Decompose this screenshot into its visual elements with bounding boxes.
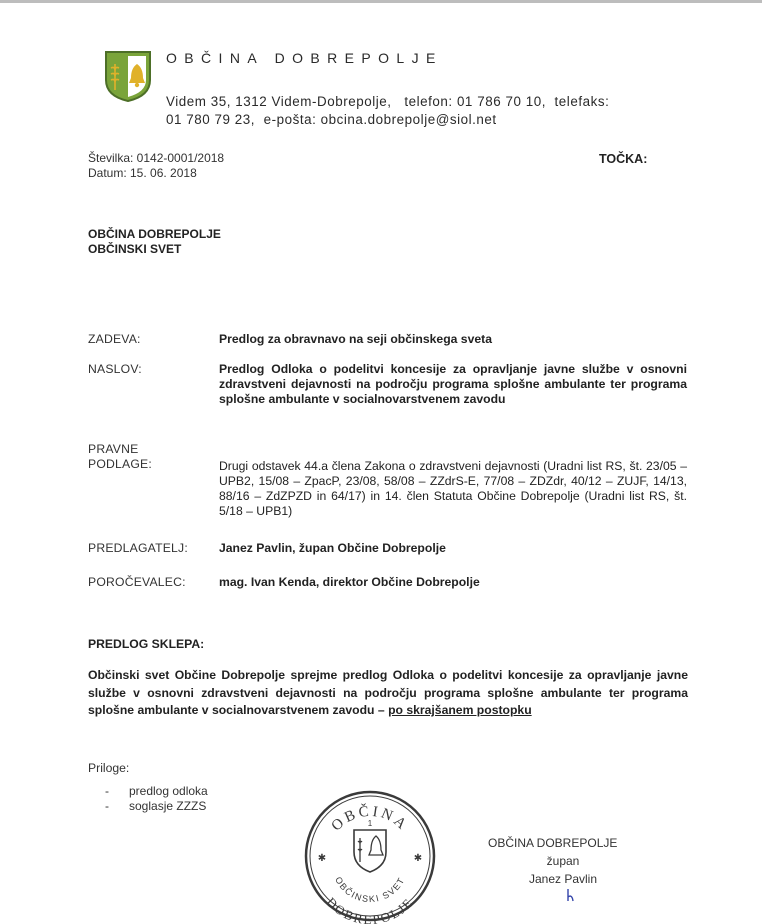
- official-seal-stamp: [302, 788, 438, 924]
- organization-name: OBČINA DOBREPOLJE: [166, 50, 443, 66]
- rapporteur-label: POROČEVALEC:: [88, 575, 186, 589]
- legal-basis-value: Drugi odstavek 44.a člena Zakona o zdravstveni dejavnosti (Uradni list RS, št. 23/05 – UPB2, 15/08 – ZpacP, 23/08, 58/08 – ZZdrS-E, 77/08 – ZDZdr, 40/12 – ZUJF, 14/13, 88/16 – ZdZPZD in 64/17) in 14. člen Statuta Občine Dobrepolje (Uradni list RS, št. 5/18 – UPB1): [219, 459, 687, 518]
- resolution-body: Občinski svet Občine Dobrepolje sprejme predlog Odloka o podelitvi koncesije za opravljanje javne službe v osnovni zdravstveni dejavnosti na področju programa splošne ambulante ter programa splošne ambulante v socialnovarstvenem zavodu –: [88, 668, 688, 717]
- subject-label: ZADEVA:: [88, 332, 141, 346]
- document-date: Datum: 15. 06. 2018: [88, 166, 197, 180]
- attachments-label: Priloge:: [88, 761, 130, 775]
- svg-text:✱: ✱: [413, 853, 423, 864]
- signature-organization: OBČINA DOBREPOLJE: [488, 836, 618, 850]
- resolution-text: [88, 667, 688, 720]
- legal-basis-label: [88, 442, 152, 471]
- legal-basis-label-line-2: PODLAGE:: [88, 456, 152, 471]
- attachment-item: - predlog odloka: [105, 784, 208, 799]
- addressee-line-1: OBČINA DOBREPOLJE: [88, 227, 221, 241]
- page-top-edge: [0, 0, 762, 3]
- svg-text:✱: ✱: [317, 853, 327, 864]
- municipality-crest-icon: [104, 50, 152, 102]
- seal-top-text: OBČINA: [328, 803, 412, 835]
- legal-basis-label-line-1: PRAVNE: [88, 442, 139, 456]
- signature-name: Janez Pavlin: [528, 872, 598, 886]
- addressee-line-2: OBČINSKI SVET: [88, 242, 182, 256]
- title-label: NASLOV:: [88, 362, 142, 376]
- signature-block: [488, 834, 638, 888]
- subject-value: Predlog za obravnavo na seji občinskega sveta: [219, 332, 492, 346]
- proposer-label: PREDLAGATELJ:: [88, 541, 188, 555]
- document-number: Številka: 0142-0001/2018: [88, 151, 225, 165]
- contact-line-2: 01 780 79 23, e-pošta: obcina.dobrepolje@siol.net: [166, 112, 497, 127]
- contact-info: [166, 93, 609, 129]
- attachment-item: - soglasje ZZZS: [105, 799, 208, 814]
- proposer-value: Janez Pavlin, župan Občine Dobrepolje: [219, 541, 446, 555]
- document-meta: [88, 151, 224, 181]
- resolution-procedure: po skrajšanem postopku: [388, 703, 532, 717]
- seal-outer-text: DOBREPOLJE: [323, 894, 417, 924]
- contact-line-1: Videm 35, 1312 Videm-Dobrepolje, telefon: 01 786 70 10, telefaks:: [166, 94, 610, 109]
- seal-number: 1: [367, 819, 373, 828]
- agenda-point-label: TOČKA:: [599, 152, 648, 166]
- attachments-list: [105, 784, 208, 814]
- resolution-title: PREDLOG SKLEPA:: [88, 637, 205, 651]
- title-value: Predlog Odloka o podelitvi koncesije za opravljanje javne službe v osnovni zdravstveni dejavnosti na področju programa splošne ambulante ter programa splošne ambulante v socialnovarstvenem zavodu: [219, 362, 687, 406]
- addressee: [88, 227, 221, 257]
- seal-bottom-text: OBČINSKI SVET: [333, 875, 407, 905]
- signature-role: župan: [546, 854, 580, 868]
- rapporteur-value: mag. Ivan Kenda, direktor Občine Dobrepolje: [219, 575, 480, 589]
